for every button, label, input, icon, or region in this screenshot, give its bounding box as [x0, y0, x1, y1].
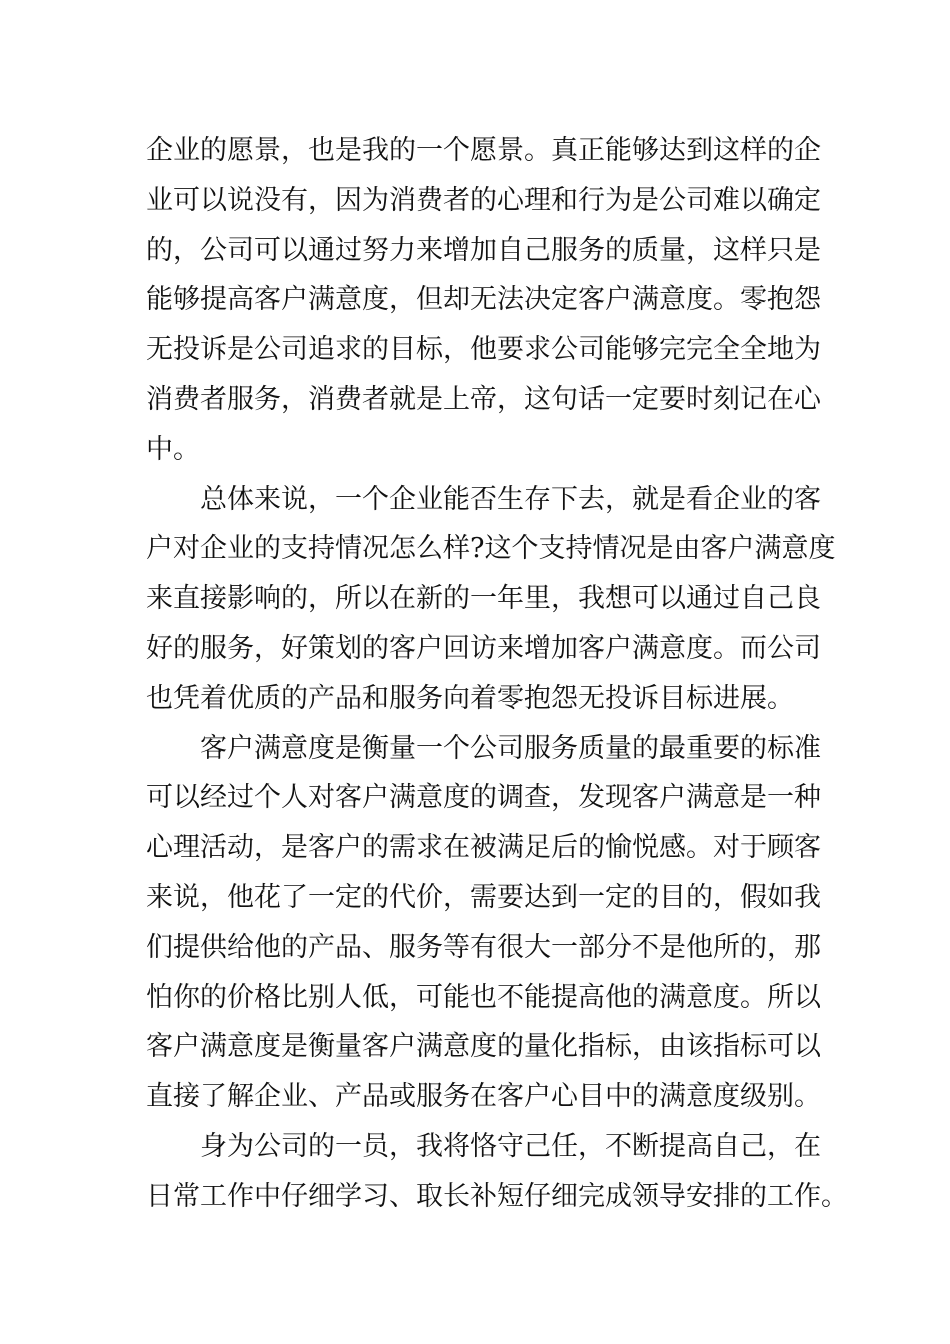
text-line: 业可以说没有，因为消费者的心理和行为是公司难以确定 — [146, 184, 821, 216]
paragraph-4 — [146, 1122, 848, 1222]
text-line: 来直接影响的，所以在新的一年里，我想可以通过自己良 — [146, 583, 821, 615]
text-line: 好的服务，好策划的客户回访来增加客户满意度。而公司 — [146, 632, 821, 664]
text-line: 们提供给他的产品、服务等有很大一部分不是他所的，那 — [146, 931, 821, 963]
text-line: 来说，他花了一定的代价，需要达到一定的目的，假如我 — [146, 881, 821, 913]
text-line: 可以经过个人对客户满意度的调查，发现客户满意是一种 — [146, 782, 821, 814]
text-line: 也凭着优质的产品和服务向着零抱怨无投诉目标进展。 — [146, 682, 794, 714]
text-line: 客户满意度是衡量一个公司服务质量的最重要的标准 — [200, 732, 821, 764]
text-line: 无投诉是公司追求的目标，他要求公司能够完完全全地为 — [146, 334, 821, 366]
text-line: 能够提高客户满意度，但却无法决定客户满意度。零抱怨 — [146, 284, 821, 316]
text-line: 总体来说，一个企业能否生存下去，就是看企业的客 — [200, 483, 821, 515]
text-line: 消费者服务，消费者就是上帝，这句话一定要时刻记在心 — [146, 383, 821, 415]
text-line: 日常工作中仔细学习、取长补短仔细完成领导安排的工作。 — [146, 1180, 848, 1212]
paragraph-1 — [146, 126, 821, 475]
text-line: 企业的愿景，也是我的一个愿景。真正能够达到这样的企 — [146, 135, 821, 166]
text-line: 直接了解企业、产品或服务在客户心目中的满意度级别。 — [146, 1081, 821, 1113]
text-line: 的，公司可以通过努力来增加自己服务的质量，这样只是 — [146, 234, 821, 266]
text-line: 心理活动，是客户的需求在被满足后的愉悦感。对于顾客 — [146, 832, 821, 864]
text-line: 中。 — [146, 433, 200, 465]
paragraph-2 — [146, 475, 836, 724]
text-line: 身为公司的一员，我将恪守己任，不断提高自己，在 — [200, 1130, 821, 1162]
paragraph-3 — [146, 724, 821, 1122]
text-line: 户对企业的支持情况怎么样?这个支持情况是由客户满意度 — [146, 533, 836, 565]
document-body — [146, 126, 848, 1222]
text-line: 怕你的价格比别人低，可能也不能提高他的满意度。所以 — [146, 981, 821, 1013]
text-line: 客户满意度是衡量客户满意度的量化指标，由该指标可以 — [146, 1031, 821, 1063]
